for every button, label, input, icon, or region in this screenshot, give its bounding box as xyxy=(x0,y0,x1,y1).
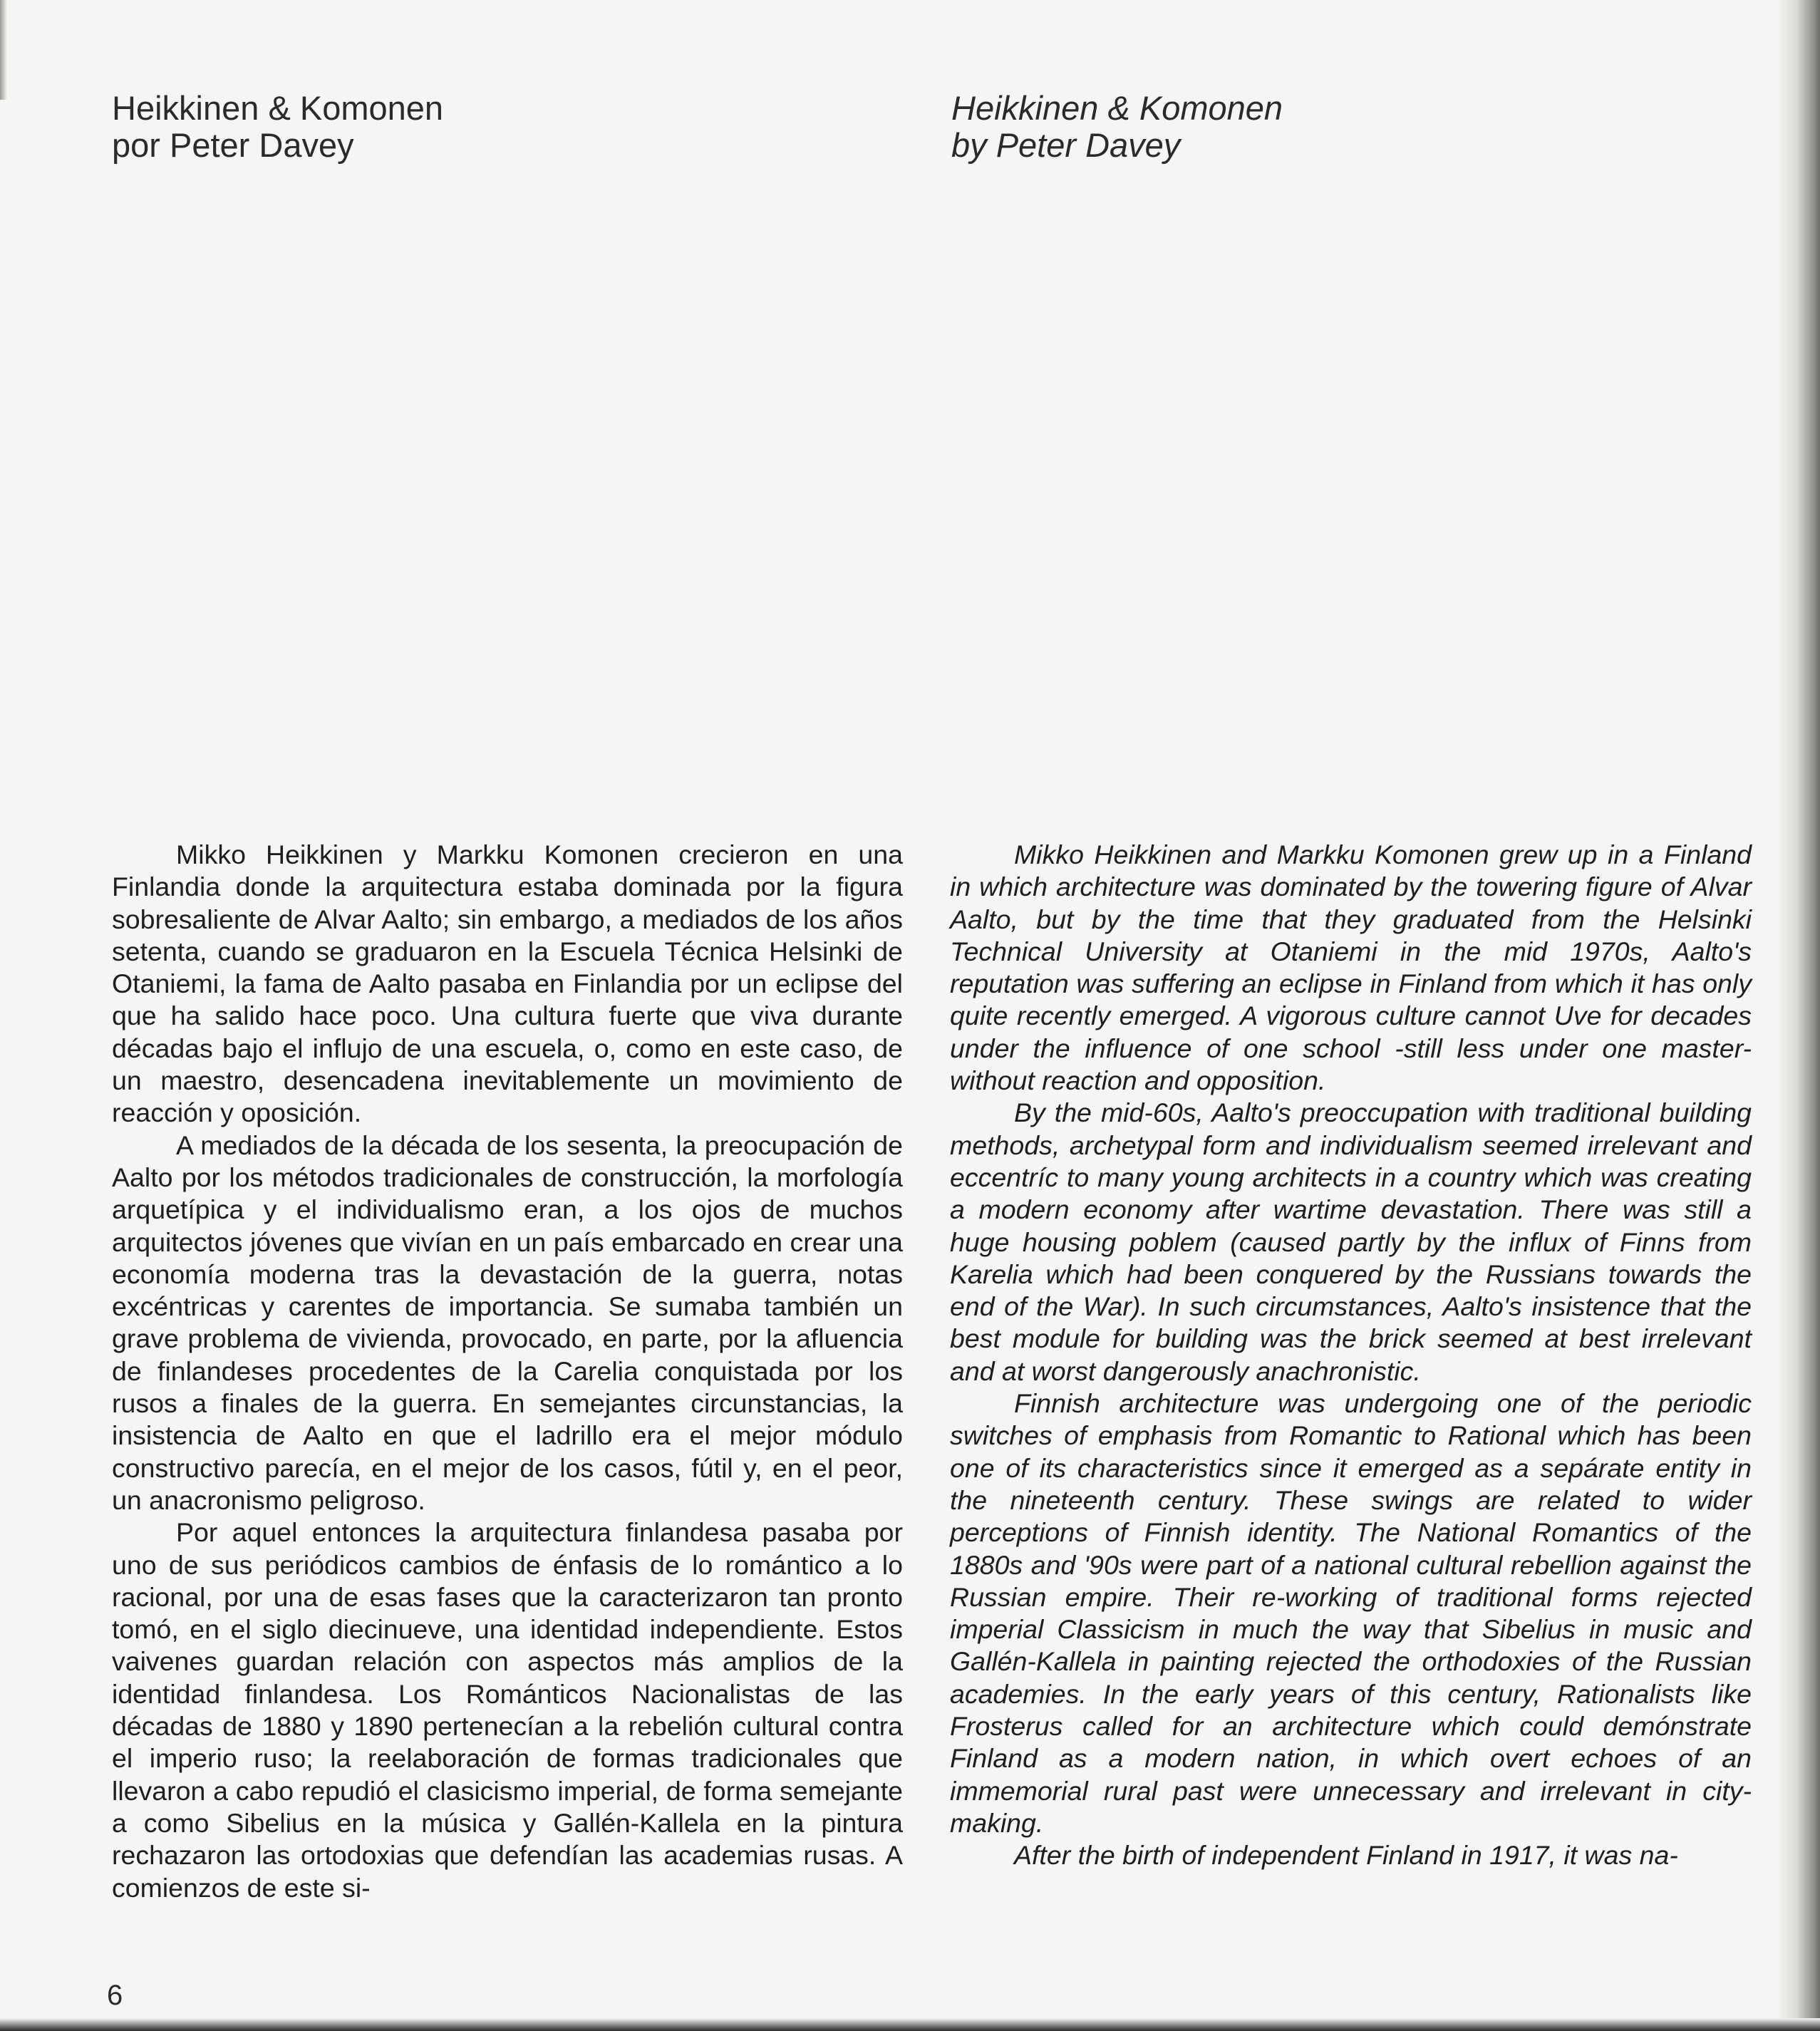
spanish-paragraph: Por aquel entonces la arquitectura finlandesa pasaba por uno de sus periódicos cambios de énfasis de lo romántico a lo racional, por una de esas fases que la caracterizaron tan pronto tomó, en el siglo diecinueve, una identidad independiente. Estos vaivenes guardan relación con aspectos más amplios de la identidad finlandesa. Los Románticos Nacionalistas de las décadas de 1880 y 1890 pertenecían a la rebelión cultural contra el imperio ruso; la reelaboración de formas tradicionales que llevaron a cabo repudió el clasicismo imperial, de forma semejante a como Sibelius en la música y Gallén-Kallela en la pintura rechazaron las ortodoxias que defendían las academias rusas. A comienzos de este si- xyxy=(112,1517,903,1903)
title-english xyxy=(951,90,1283,164)
title-spanish-line2: por Peter Davey xyxy=(112,126,354,164)
page-edge-shadow-bottom xyxy=(0,2018,1820,2031)
english-paragraph: After the birth of independent Finland in 1917, it was na- xyxy=(1014,1840,1678,1871)
english-paragraph: Mikko Heikkinen and Markku Komonen grew up in a Finland in which architecture was dominated by the towering figure of Alvar Aalto, but by the time that they graduated from the Helsinki Technical University at Otaniemi in the mid 1970s, Aalto's reputation was suffering an eclipse in Finland from which it has only quite recently emerged. A vigorous culture cannot Uve for decades under the influence of one school -still less under one master- without reaction and opposition. xyxy=(950,839,1752,1096)
english-paragraph: Finnish architecture was undergoing one of the periodic switches of emphasis from Romantic to Rational which has been one of its characteristics since it emerged as a sepárate entity in the nineteenth century. These swings are related to wider perceptions of Finnish identity. The National Romantics of the 1880s and '90s were part of a national cultural rebellion against the Russian empire. Their re-working of traditional forms rejected imperial Classicism in much the way that Sibelius in music and Gallén-Kallela in painting rejected the orthodoxies of the Russian academies. In the early years of this century, Rationalists like Frosterus called for an architecture which could demónstrate Finland as a modern nation, in which overt echoes of an immemorial rural past were unnecessary and irrelevant in city-making. xyxy=(950,1388,1752,1838)
english-paragraph: By the mid-60s, Aalto's preoccupation with traditional building methods, archetypal form and individualism seemed irrelevant and eccentríc to many young architects in a country which was creating a modern economy after wartime devastation. There was still a huge housing poblem (caused partly by the influx of Finns from Karelia which had been conquered by the Russians towards the end of the War). In such circumstances, Aalto's insistence that the best module for building was the brick seemed at best irrelevant and at worst dangerously anachronistic. xyxy=(950,1097,1752,1386)
spanish-paragraph: Mikko Heikkinen y Markku Komonen crecieron en una Finlandia donde la arquitectura estaba dominada por la figura sobresaliente de Alvar Aalto; sin embargo, a mediados de los años setenta, cuando se graduaron en la Escuela Técnica Helsinki de Otaniemi, la fama de Aalto pasaba en Finlandia por un eclipse del que ha salido hace poco. Una cultura fuerte que viva durante décadas bajo el influjo de una escuela, o, como en este caso, de un maestro, desencadena inevitablemente un movimiento de reacción y oposición. xyxy=(112,839,903,1128)
title-spanish xyxy=(112,90,443,164)
title-spanish-line1: Heikkinen & Komonen xyxy=(112,89,444,127)
page-edge-shadow-right xyxy=(1777,0,1820,2031)
page-number: 6 xyxy=(107,1980,123,2011)
english-text-column xyxy=(950,839,1752,1872)
spanish-paragraph: A mediados de la década de los sesenta, la preocupación de Aalto por los métodos tradicionales de construcción, la morfología arquetípica y el individualismo eran, a los ojos de muchos arquitectos jóvenes que vivían en un país embarcado en crear una economía moderna tras la devastación de la guerra, notas excéntricas y carentes de importancia. Se sumaba también un grave problema de vivienda, provocado, en parte, por la afluencia de finlandeses procedentes de la Carelia conquistada por los rusos a finales de la guerra. En semejantes circunstancias, la insistencia de Aalto en que el ladrillo era el mejor módulo constructivo parecía, en el mejor de los casos, fútil y, en el peor, un anacronismo peligroso. xyxy=(112,1130,903,1515)
title-english-line1: Heikkinen & Komonen xyxy=(951,89,1283,127)
title-english-line2: by Peter Davey xyxy=(951,126,1181,164)
spanish-text-column xyxy=(112,839,903,1904)
page-spine-shadow xyxy=(0,0,7,100)
